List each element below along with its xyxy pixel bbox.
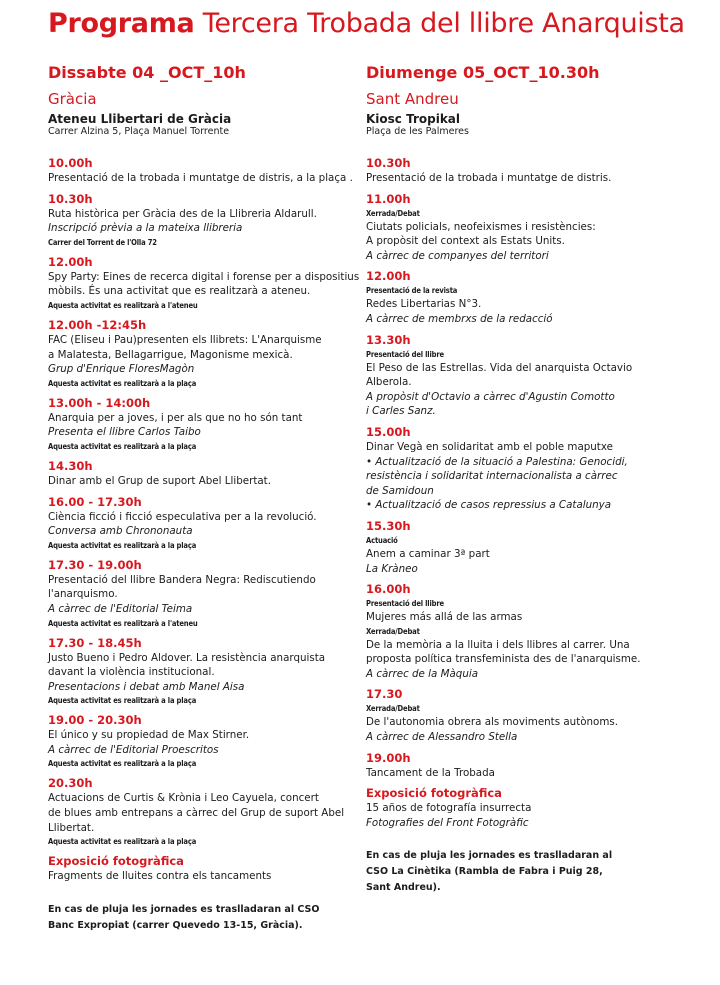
rain-notice-line: En cas de pluja les jornades es traslladaran al (366, 850, 613, 862)
event-description: A propòsit d'Octavio a càrrec d'Agustin Comotto (366, 390, 615, 403)
event-description: Tancament de la Trobada (366, 766, 495, 779)
event-description: proposta política transfeminista des de l'anarquisme. (366, 653, 641, 666)
event-item (48, 459, 358, 489)
event-description: Alberola. (366, 376, 412, 389)
event-item (366, 425, 676, 513)
event-item (48, 396, 358, 453)
event-item (48, 636, 358, 708)
event-time: 13.30h (366, 332, 411, 347)
day-heading: Diumenge 05_OCT_10.30h (366, 63, 600, 82)
event-location-note: Aquesta activitat es realitzarà a la plaça (48, 540, 197, 550)
event-description: Fragments de lluites contra els tancaments (48, 870, 272, 883)
event-description: resistència i solidaritat internacionalista a càrrec (366, 470, 618, 483)
district-heading: Sant Andreu (366, 90, 459, 108)
title-bold: Programa (48, 8, 195, 39)
rain-notice-line: Sant Andreu). (366, 882, 441, 894)
event-location-note: Aquesta activitat es realitzarà a l'ateneu (48, 300, 198, 310)
event-description: a Malatesta, Bellagarrigue, Magonisme mexicà. (48, 348, 293, 361)
event-description: A càrrec de l'Editorial Proescritos (48, 743, 219, 756)
event-item (48, 255, 358, 312)
event-description: Presentacions i debat amb Manel Aisa (48, 680, 245, 693)
event-description: Fotografies del Front Fotogràfic (366, 816, 529, 829)
event-description: Mujeres más allá de las armas (366, 611, 523, 624)
event-description: Anem a caminar 3ª part (366, 547, 490, 560)
venue-address: Plaça de les Palmeres (366, 126, 469, 137)
event-item (366, 582, 676, 681)
event-description: de Samidoun (366, 484, 434, 497)
event-item (366, 333, 676, 419)
event-type-label: Xerrada/Debat (366, 208, 420, 218)
event-description: A propòsit del context als Estats Units. (366, 235, 565, 248)
page-title (48, 8, 685, 39)
event-description: Anarquia per a joves, i per als que no ho són tant (48, 411, 303, 424)
event-time: 17.30 - 18.45h (48, 635, 142, 650)
event-location-note: Aquesta activitat es realitzarà a l'ateneu (48, 618, 198, 628)
event-description: A càrrec de Alessandro Stella (366, 731, 518, 744)
event-item (48, 495, 358, 552)
event-item (366, 751, 676, 781)
event-type-label: Actuació (366, 535, 398, 545)
event-item (366, 269, 676, 326)
event-item (366, 786, 676, 830)
event-time: 14.30h (48, 458, 93, 473)
event-time: Exposició fotogràfica (48, 854, 184, 869)
event-description: Actuacions de Curtis & Krònia i Leo Cayuela, concert (48, 792, 319, 805)
event-location-note: Aquesta activitat es realitzarà a la plaça (48, 837, 197, 847)
event-time: 17.30 - 19.00h (48, 557, 142, 572)
event-time: 12.00h (366, 269, 411, 284)
event-item (48, 156, 358, 186)
event-description: Dinar amb el Grup de suport Abel Llibertat. (48, 474, 271, 487)
event-description: La Kràneo (366, 562, 418, 575)
event-time: Exposició fotogràfica (366, 786, 502, 801)
event-description: A càrrec de la Màquia (366, 667, 479, 680)
event-location-note: Aquesta activitat es realitzarà a la plaça (48, 378, 197, 388)
event-description: Ruta històrica per Gràcia des de la Llibreria Aldarull. (48, 207, 317, 220)
event-time: 19.00h (366, 750, 411, 765)
event-description: Grup d'Enrique FloresMagòn (48, 363, 195, 376)
event-description: mòbils. És una activitat que es realitzarà a ateneu. (48, 285, 311, 298)
event-description: i Carles Sanz. (366, 405, 436, 418)
saturday-column (48, 62, 358, 934)
event-time: 20.30h (48, 776, 93, 791)
event-description: Presentació de la trobada i muntatge de distris. (366, 172, 612, 184)
event-description: A càrrec de companyes del territori (366, 249, 549, 262)
event-item (366, 519, 676, 576)
event-type-label: Xerrada/Debat (366, 704, 420, 714)
event-description: Justo Bueno i Pedro Aldover. La resistència anarquista (48, 651, 326, 664)
rain-notice-line: CSO La Cinètika (Rambla de Fabra i Puig 28, (366, 866, 603, 878)
event-item (48, 776, 358, 848)
venue-name: Kiosc Tropikal (366, 112, 461, 126)
event-description: A càrrec de l'Editorial Teima (48, 602, 193, 615)
event-description: 15 años de fotografía insurrecta (366, 802, 532, 815)
event-description: De la memòria a la lluita i dels llibres al carrer. Una (366, 638, 630, 651)
event-description: Spy Party: Eines de recerca digital i forense per a dispositius (48, 270, 360, 283)
event-time: 10.30h (48, 191, 93, 206)
event-description: Presenta el llibre Carlos Taibo (48, 426, 201, 439)
event-location-note: Aquesta activitat es realitzarà a la plaça (48, 759, 197, 769)
event-time: 17.30 (366, 687, 403, 702)
district-heading: Gràcia (48, 90, 97, 108)
event-time: 10.30h (366, 156, 411, 170)
event-time: 12.00h -12:45h (48, 317, 147, 332)
event-time: 15.00h (366, 424, 411, 439)
event-item (366, 687, 676, 744)
event-item (366, 156, 676, 186)
event-item (48, 558, 358, 630)
event-location-note: Aquesta activitat es realitzarà a la plaça (48, 696, 197, 706)
event-description: • Actualització de la situació a Palestina: Genocidi, (366, 455, 628, 468)
event-type-label: Presentació de la revista (366, 286, 458, 296)
event-description: Inscripció prèvia a la mateixa llibreria (48, 222, 243, 235)
event-item (48, 318, 358, 390)
rain-notice (366, 848, 676, 896)
title-rest: Tercera Trobada del llibre Anarquista (194, 8, 685, 39)
event-description: • Actualització de casos repressius a Catalunya (366, 499, 612, 512)
event-time: 12.00h (48, 254, 93, 269)
event-time: 16.00 - 17.30h (48, 494, 142, 509)
event-description: Dinar Vegà en solidaritat amb el poble maputxe (366, 440, 613, 453)
venue-name: Ateneu Llibertari de Gràcia (48, 112, 232, 126)
event-description: El Peso de las Estrellas. Vida del anarquista Octavio (366, 361, 633, 374)
event-type-label: Presentació del llibre (366, 599, 444, 609)
rain-notice-line: Banc Expropiat (carrer Quevedo 13-15, Gràcia). (48, 919, 303, 931)
event-description: El único y su propiedad de Max Stirner. (48, 729, 250, 742)
event-item (48, 192, 358, 249)
event-item (48, 854, 358, 884)
event-time: 15.30h (366, 518, 411, 533)
event-item (366, 192, 676, 264)
event-description: de blues amb entrepans a càrrec del Grup de suport Abel (48, 807, 345, 820)
day-heading: Dissabte 04 _OCT_10h (48, 63, 246, 82)
event-description: Presentació del llibre Bandera Negra: Rediscutiendo (48, 573, 316, 586)
event-location-note: Aquesta activitat es realitzarà a la plaça (48, 441, 197, 451)
event-description: Conversa amb Chrononauta (48, 525, 193, 538)
event-description: davant la violència institucional. (48, 666, 215, 679)
event-description: De l'autonomia obrera als moviments autònoms. (366, 716, 619, 729)
rain-notice-line: En cas de pluja les jornades es traslladaran al CSO (48, 903, 320, 915)
event-time: 19.00 - 20.30h (48, 713, 142, 728)
event-time: 16.00h (366, 582, 411, 597)
event-time: 13.00h - 14:00h (48, 395, 151, 410)
venue-address: Carrer Alzina 5, Plaça Manuel Torrente (48, 126, 230, 137)
event-description: A càrrec de membrxs de la redacció (366, 312, 553, 325)
event-description: Ciutats policials, neofeixismes i resistències: (366, 220, 596, 233)
event-description: Llibertat. (48, 821, 95, 834)
event-list (366, 156, 676, 830)
event-time: 11.00h (366, 191, 411, 206)
event-item (48, 713, 358, 770)
event-description: l'anarquismo. (48, 588, 118, 601)
event-location-note: Carrer del Torrent de l'Olla 72 (48, 237, 157, 247)
event-description: Redes Libertarias N°3. (366, 298, 482, 311)
event-type-label: Presentació del llibre (366, 349, 444, 359)
event-description: Ciència ficció i ficció especulativa per a la revolució. (48, 510, 317, 523)
event-description: Presentació de la trobada i muntatge de distris, a la plaça . (48, 172, 353, 184)
event-time: 10.00h (48, 156, 93, 170)
event-list (48, 156, 358, 884)
sunday-column (366, 62, 676, 896)
rain-notice (48, 902, 358, 934)
event-type-label: Xerrada/Debat (366, 626, 420, 636)
event-description: FAC (Eliseu i Pau)presenten els llibrets: L'Anarquisme (48, 333, 322, 346)
